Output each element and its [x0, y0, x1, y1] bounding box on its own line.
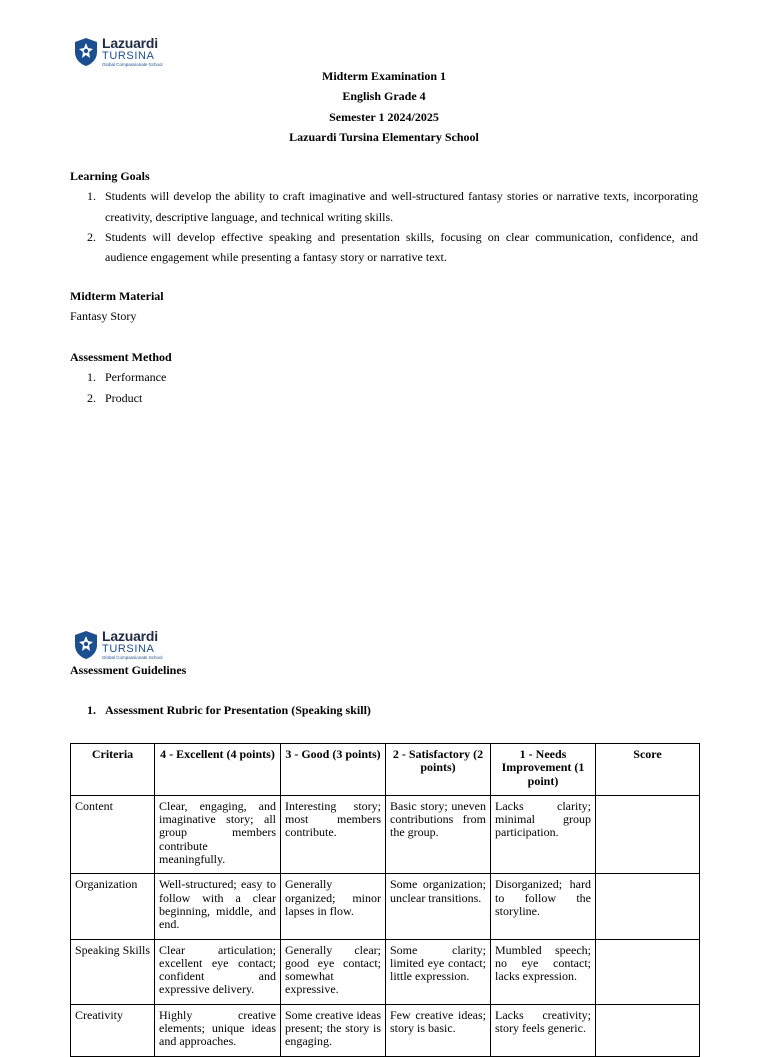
assessment-guidelines-title: Assessment Guidelines — [70, 663, 187, 677]
excellent-cell: Well-structured; easy to follow with a clear beginning, middle, and end. — [155, 874, 281, 939]
logo-subname: TURSINA — [102, 50, 155, 62]
score-cell — [596, 1004, 700, 1056]
list-item: 1. Performance — [87, 370, 167, 385]
logo-tagline: Global Compassionate School — [102, 62, 163, 67]
needs-improvement-cell: Mumbled speech; no eye contact; lacks expression. — [491, 939, 596, 1004]
assessment-method-section — [70, 347, 698, 408]
shield-logo-icon — [73, 37, 99, 67]
header-score: Score — [596, 744, 700, 796]
header-needs-improvement: 1 - Needs Improvement (1 point) — [491, 744, 596, 796]
table-header-row — [71, 744, 700, 796]
satisfactory-cell: Basic story; uneven contributions from the group. — [386, 795, 491, 873]
list-item: 2. Product — [87, 390, 143, 405]
exam-school: Lazuardi Tursina Elementary School — [289, 129, 479, 144]
rubric-number: 1. — [87, 703, 96, 717]
header-excellent: 4 - Excellent (4 points) — [155, 744, 281, 796]
midterm-material-section — [70, 286, 698, 327]
midterm-material-text: Fantasy Story — [70, 309, 137, 324]
header-good: 3 - Good (3 points) — [281, 744, 386, 796]
assessment-method-title: Assessment Method — [70, 350, 172, 364]
logo-name: Lazuardi — [102, 35, 158, 51]
midterm-material-title: Midterm Material — [70, 289, 164, 303]
rubric-title-text: Assessment Rubric for Presentation (Speaking skill) — [105, 703, 371, 717]
exam-semester: Semester 1 2024/2025 — [329, 109, 439, 124]
school-logo — [73, 629, 163, 661]
logo-name: Lazuardi — [102, 628, 158, 644]
needs-improvement-cell: Lacks clarity; minimal group participation. — [491, 795, 596, 873]
list-item: 2. Students will develop effective speaking and presentation skills, focusing on clear communication, confidence, and audience engagement while presenting a fantasy story or narrative text. — [87, 229, 698, 265]
table-row — [71, 939, 700, 1004]
exam-title: Midterm Examination 1 — [322, 69, 446, 83]
learning-goals-list — [70, 186, 698, 267]
exam-header — [0, 66, 768, 147]
excellent-cell: Highly creative elements; unique ideas and approaches. — [155, 1004, 281, 1056]
satisfactory-cell: Few creative ideas; story is basic. — [386, 1004, 491, 1056]
excellent-cell: Clear, engaging, and imaginative story; all group members contribute meaningfully. — [155, 795, 281, 873]
criteria-cell: Creativity — [71, 1004, 155, 1056]
table-row — [71, 874, 700, 939]
rubric-table — [70, 743, 700, 1057]
table-row — [71, 795, 700, 873]
needs-improvement-cell: Disorganized; hard to follow the storyline. — [491, 874, 596, 939]
score-cell — [596, 939, 700, 1004]
needs-improvement-cell: Lacks creativity; story feels generic. — [491, 1004, 596, 1056]
criteria-cell: Content — [71, 795, 155, 873]
satisfactory-cell: Some clarity; limited eye contact; little expression. — [386, 939, 491, 1004]
learning-goals-section — [70, 166, 698, 267]
header-criteria: Criteria — [71, 744, 155, 796]
header-satisfactory: 2 - Satisfactory (2 points) — [386, 744, 491, 796]
school-logo — [73, 36, 163, 68]
logo-subname: TURSINA — [102, 643, 155, 655]
table-row — [71, 1004, 700, 1056]
criteria-cell: Organization — [71, 874, 155, 939]
criteria-cell: Speaking Skills — [71, 939, 155, 1004]
learning-goals-title: Learning Goals — [70, 169, 150, 183]
exam-subject: English Grade 4 — [342, 89, 426, 104]
score-cell — [596, 874, 700, 939]
logo-tagline: Global Compassionate School — [102, 655, 163, 660]
good-cell: Some creative ideas present; the story is engaging. — [281, 1004, 386, 1056]
excellent-cell: Clear articulation; excellent eye contact; confident and expressive delivery. — [155, 939, 281, 1004]
list-item: 1. Students will develop the ability to craft imaginative and well-structured fantasy stories or narrative texts, incorporating creativity, descriptive language, and technical writing skills. — [87, 189, 698, 224]
satisfactory-cell: Some organization; unclear transitions. — [386, 874, 491, 939]
shield-logo-icon — [73, 630, 99, 660]
assessment-method-list — [70, 367, 698, 408]
score-cell — [596, 795, 700, 873]
good-cell: Generally organized; minor lapses in flow. — [281, 874, 386, 939]
good-cell: Generally clear; good eye contact; somewhat expressive. — [281, 939, 386, 1004]
assessment-guidelines-section — [70, 660, 698, 680]
good-cell: Interesting story; most members contribute. — [281, 795, 386, 873]
